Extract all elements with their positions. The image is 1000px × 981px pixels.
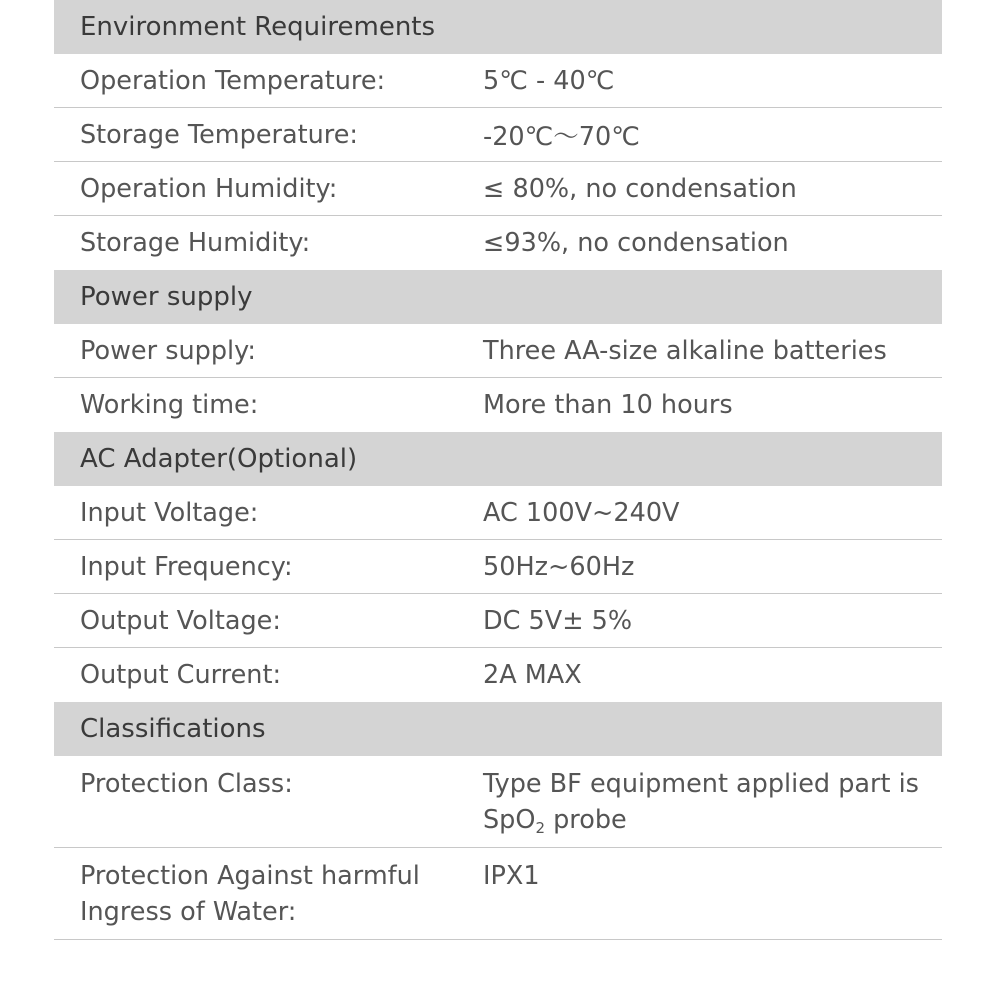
table-row bbox=[54, 594, 942, 648]
table-row bbox=[54, 486, 942, 540]
section-header-ac-adapter: AC Adapter(Optional) bbox=[54, 432, 942, 486]
section-header-classifications: Classifications bbox=[54, 702, 942, 756]
row-label: Storage Humidity: bbox=[80, 228, 311, 258]
row-value: -20℃～70℃ bbox=[483, 121, 640, 152]
table-row bbox=[54, 648, 942, 702]
row-label bbox=[54, 858, 483, 930]
row-label: Working time: bbox=[80, 390, 259, 420]
table-row bbox=[54, 324, 942, 378]
section-header-environment: Environment Requirements bbox=[54, 0, 942, 54]
table-row bbox=[54, 756, 942, 848]
row-value: ≤93%, no condensation bbox=[483, 228, 789, 258]
row-value: DC 5V± 5% bbox=[483, 605, 633, 636]
row-value: Three AA-size alkaline batteries bbox=[483, 335, 887, 366]
row-value: 5℃ - 40℃ bbox=[483, 65, 615, 96]
row-value: IPX1 bbox=[483, 861, 540, 891]
subscript-text: 2 bbox=[535, 819, 545, 837]
section-header-power-supply: Power supply bbox=[54, 270, 942, 324]
table-row bbox=[54, 108, 942, 162]
row-label: Storage Temperature: bbox=[80, 119, 358, 150]
table-row bbox=[54, 54, 942, 108]
row-label: Output Current: bbox=[80, 660, 282, 690]
probe-text: probe bbox=[545, 805, 627, 835]
row-label: Operation Temperature: bbox=[80, 65, 386, 96]
row-label: Operation Humidity: bbox=[80, 173, 338, 204]
table-row bbox=[54, 848, 942, 940]
row-label: Input Frequency: bbox=[80, 551, 293, 582]
row-label: Input Voltage: bbox=[80, 497, 259, 528]
table-row bbox=[54, 378, 942, 432]
spo2-text: SpO bbox=[483, 805, 536, 835]
table-row bbox=[54, 540, 942, 594]
row-value: ≤ 80%, no condensation bbox=[483, 173, 797, 204]
row-value-line: Type BF equipment applied part is bbox=[483, 769, 919, 799]
row-label-line: Protection Against harmful bbox=[80, 861, 420, 891]
row-label: Protection Class: bbox=[80, 769, 293, 799]
row-value: AC 100V~240V bbox=[483, 497, 680, 528]
row-label: Power supply: bbox=[80, 335, 256, 366]
table-row bbox=[54, 216, 942, 270]
spec-table bbox=[54, 0, 942, 940]
row-label: Output Voltage: bbox=[80, 605, 281, 636]
row-value: More than 10 hours bbox=[483, 390, 733, 420]
table-row bbox=[54, 162, 942, 216]
row-value-line bbox=[483, 802, 932, 846]
row-value bbox=[483, 766, 942, 846]
row-label-line: Ingress of Water: bbox=[80, 897, 297, 927]
row-value: 50Hz~60Hz bbox=[483, 551, 635, 582]
row-value: 2A MAX bbox=[483, 660, 582, 690]
